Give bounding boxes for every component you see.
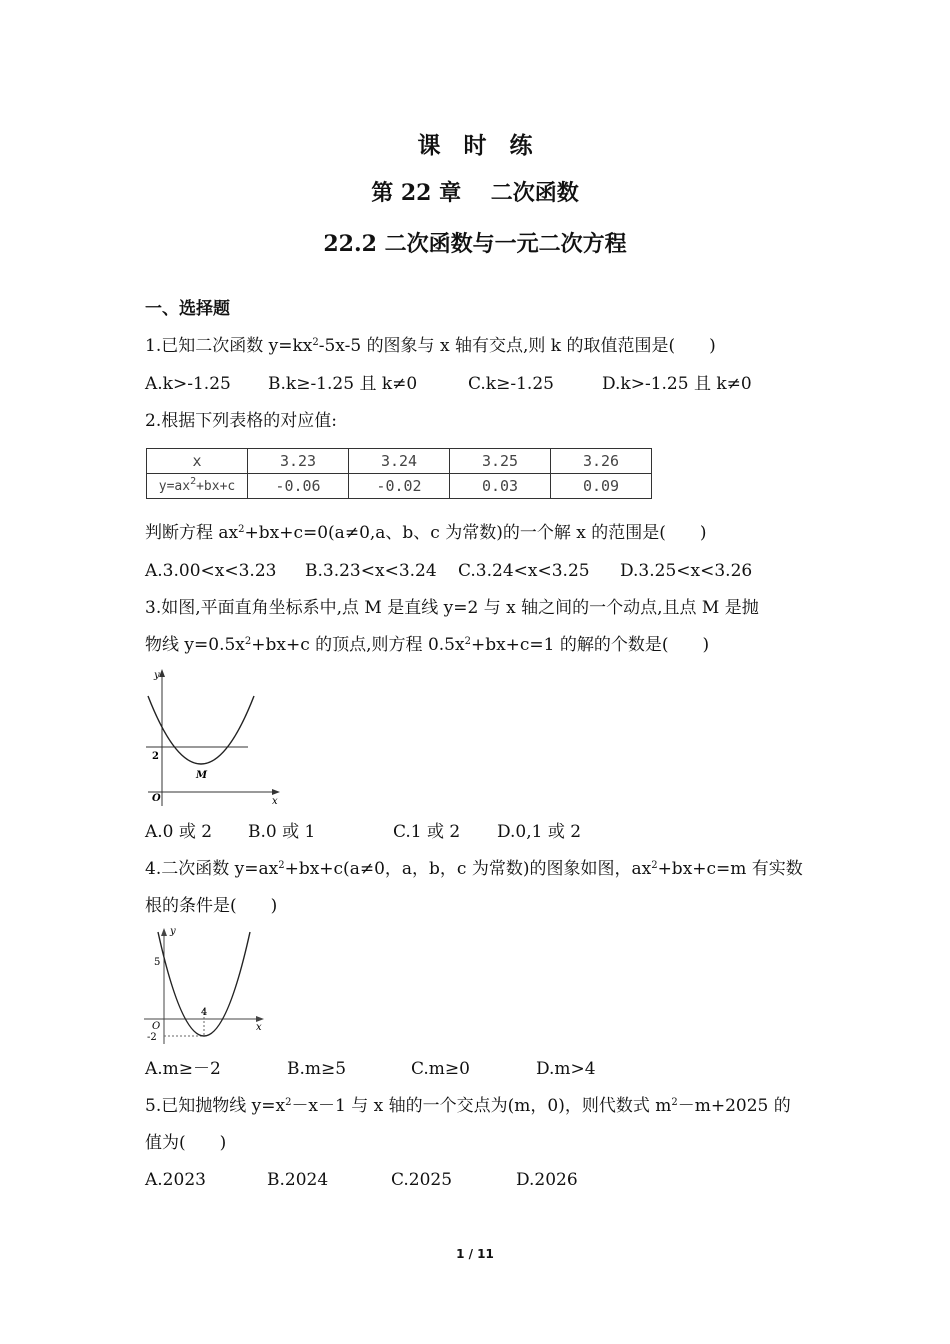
table-cell: 0.03: [450, 474, 551, 499]
origin-label: O: [152, 793, 161, 804]
q1-options: [145, 373, 825, 395]
q1-option-a: A.k>-1.25: [145, 374, 231, 394]
table-cell: 3.25: [450, 449, 551, 474]
q2-judge: 判断方程 $ax^2+bx+c=0(a\ne 0,a$、b、c 为常数)的一个解 x 的范围是( ): [145, 523, 707, 543]
q3-option-c: C.1 或 2: [393, 822, 461, 842]
tick-label: 2: [152, 751, 159, 762]
q1-stem: 1.已知二次函数 $y=kx^2-5x-5$ 的图象与 x 轴有交点,则 k 的取值范围是( ): [145, 336, 716, 356]
origin-label: O: [152, 1021, 161, 1032]
q1-option-c: C.k≥-1.25: [468, 374, 554, 394]
x-axis-arrow-icon: [272, 789, 280, 795]
q4-graph: [140, 924, 270, 1049]
q4-options: [145, 1058, 825, 1080]
table-row: [147, 474, 652, 499]
table-row: [147, 449, 652, 474]
q4-line2: 根的条件是( ): [145, 896, 278, 916]
parabola-curve: [158, 932, 250, 1036]
q2-options: [145, 560, 825, 582]
table-cell: 3.26: [551, 449, 652, 474]
y-axis-arrow-icon: [161, 928, 167, 936]
q4-line1: 4.二次函数 $y=ax^2+bx+c(a\ne 0$，a，b，c 为常数)的图象如图，$ax^2+bx+c=m$ 有实数: [145, 859, 803, 879]
page-title: 课 时 练: [417, 132, 533, 159]
q2-option-b: B.3.23<x<3.24: [305, 561, 437, 581]
q4-option-d: D.m>4: [536, 1059, 596, 1079]
table-cell: x: [147, 449, 248, 474]
y-min-label: -2: [147, 1032, 157, 1043]
table-cell: -0.06: [248, 474, 349, 499]
parabola-curve: [148, 696, 254, 764]
y-axis-label: y: [154, 670, 160, 681]
q2-option-a: A.3.00<x<3.23: [145, 561, 277, 581]
q3-line2: 物线 $y=0.5x^2+bx+c$ 的顶点,则方程 $0.5x^2+bx+c=1$ 的解的个数是( ): [145, 635, 710, 655]
table-cell: 3.23: [248, 449, 349, 474]
q5-option-a: A.2023: [145, 1170, 206, 1190]
table-cell: 0.09: [551, 474, 652, 499]
vertex-label: M: [196, 770, 208, 781]
q5-option-d: D.2026: [516, 1170, 578, 1190]
q3-option-a: A.0 或 2: [145, 822, 213, 842]
y-axis-label: y: [170, 926, 176, 937]
q4-option-a: A.m≥－2: [145, 1059, 221, 1079]
q3-option-d: D.0,1 或 2: [497, 822, 582, 842]
y-tick-label: 5: [154, 957, 161, 968]
x-tick-label: 4: [201, 1007, 208, 1018]
q1-option-b: B.k≥-1.25 且 k≠0: [268, 374, 418, 394]
q1-option-d: D.k>-1.25 且 k≠0: [602, 374, 752, 394]
table-cell: 3.24: [349, 449, 450, 474]
chapter-title: 第 22 章 二次函数: [371, 180, 579, 206]
q4-option-b: B.m≥5: [287, 1059, 347, 1079]
x-axis-label: x: [272, 796, 278, 807]
q2-stem: 2.根据下列表格的对应值:: [145, 411, 337, 431]
q3-graph: [140, 664, 285, 809]
q5-line1: 5.已知抛物线 $y=x^2-x-1$ 与 x 轴的一个交点为(m，0)，则代数式 $m^2-m+2025$ 的: [145, 1096, 791, 1116]
value-table: [146, 448, 652, 499]
q3-option-b: B.0 或 1: [248, 822, 316, 842]
q2-option-d: D.3.25<x<3.26: [620, 561, 753, 581]
q5-option-c: C.2025: [391, 1170, 453, 1190]
q5-options: [145, 1169, 825, 1191]
y-axis-arrow-icon: [159, 669, 165, 677]
q3-options: [145, 821, 825, 843]
table-cell: $y=ax^2+bx+c$: [147, 474, 248, 499]
table-cell: -0.02: [349, 474, 450, 499]
q2-option-c: C.3.24<x<3.25: [458, 561, 590, 581]
section-title: 22.2 二次函数与一元二次方程: [323, 231, 627, 257]
page-number: 1 / 11: [456, 1247, 494, 1261]
x-axis-label: x: [256, 1022, 262, 1033]
q3-line1: 3.如图,平面直角坐标系中,点 M 是直线 y=2 与 x 轴之间的一个动点,且点 M 是抛: [145, 598, 759, 618]
q4-option-c: C.m≥0: [411, 1059, 470, 1079]
q5-line2: 值为( ): [145, 1133, 227, 1153]
q5-option-b: B.2024: [267, 1170, 329, 1190]
part-label: 一、选择题: [145, 299, 230, 319]
